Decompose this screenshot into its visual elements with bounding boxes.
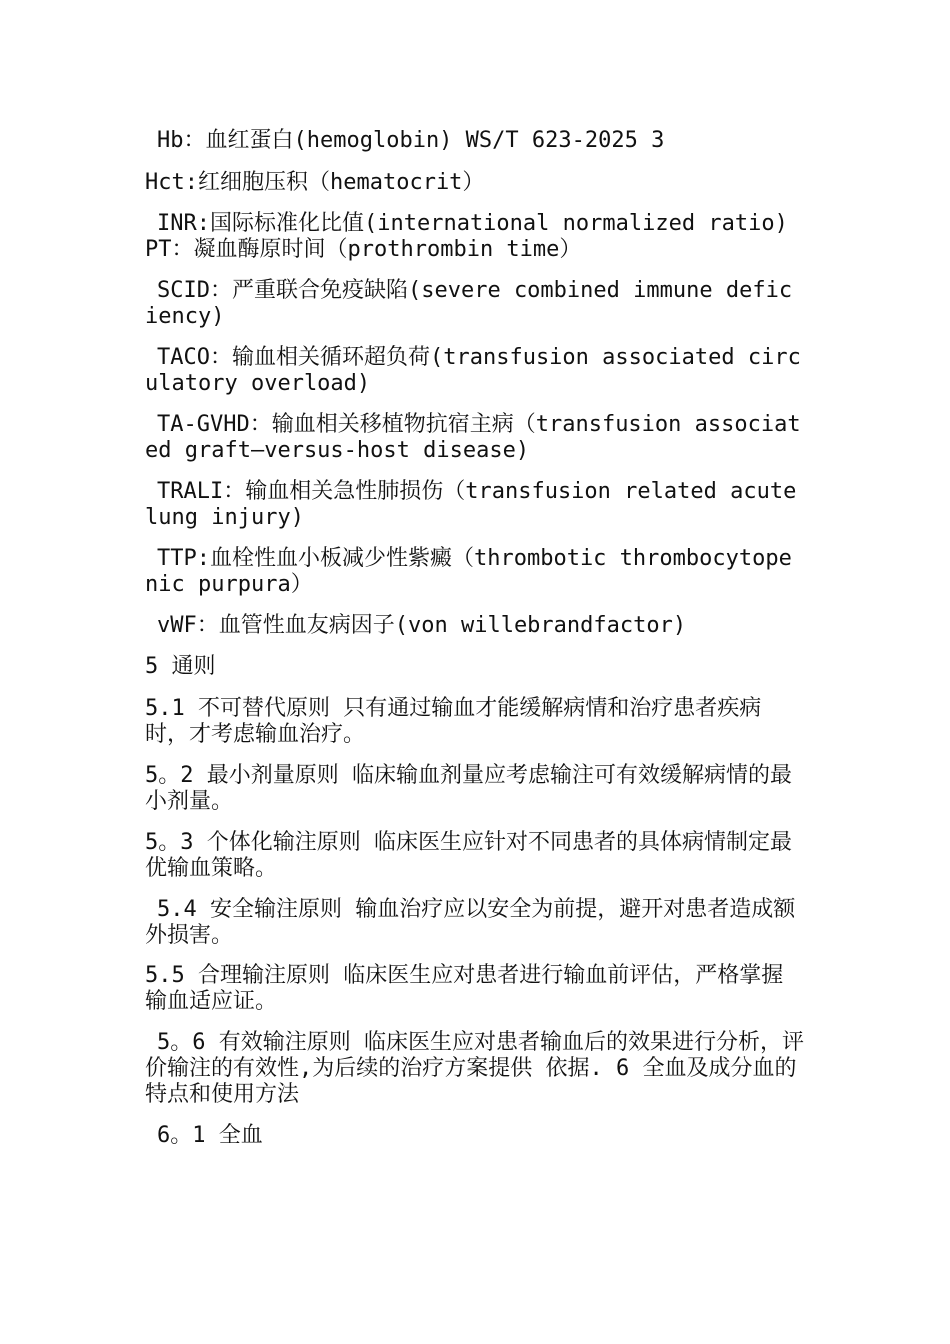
- paragraph-5-5: 5.5 合理输注原则 临床医生应对患者进行输血前评估，严格掌握输血适应证。: [145, 963, 784, 1014]
- paragraph-ta-gvhd: TA-GVHD：输血相关移植物抗宿主病（transfusion associated graft—versus-host disease): [145, 412, 801, 463]
- paragraph-inr-pt: INR:国际标准化比值(international normalized ratio) PT：凝血酶原时间（prothrombin time）: [145, 211, 788, 262]
- paragraph-5-4: 5.4 安全输注原则 输血治疗应以安全为前提，避开对患者造成额外损害。: [145, 897, 796, 948]
- paragraph-5-2: 5。2 最小剂量原则 临床输血剂量应考虑输注可有效缓解病情的最小剂量。: [145, 763, 792, 814]
- section-heading-6-1: 6。1 全血: [157, 1123, 263, 1148]
- paragraph-5-6: 5。6 有效输注原则 临床医生应对患者输血后的效果进行分析，评价输注的有效性,为后续的治疗方案提供 依据. 6 全血及成分血的特点和使用方法: [145, 1030, 804, 1107]
- paragraph-taco: TACO：输血相关循环超负荷(transfusion associated circulatory overload): [145, 345, 801, 396]
- paragraph-hct: Hct:红细胞压积（hematocrit）: [145, 170, 485, 195]
- paragraph-vwf: vWF：血管性血友病因子(von willebrandfactor): [157, 613, 687, 638]
- paragraph-hb: Hb：血红蛋白(hemoglobin) WS/T 623-2025 3: [157, 128, 665, 153]
- paragraph-5-3: 5。3 个体化输注原则 临床医生应针对不同患者的具体病情制定最优输血策略。: [145, 830, 792, 881]
- paragraph-ttp: TTP:血栓性血小板减少性紫癜（thrombotic thrombocytopenic purpura）: [145, 546, 792, 597]
- paragraph-trali: TRALI：输血相关急性肺损伤（transfusion related acute lung injury): [145, 479, 810, 530]
- paragraph-5-1: 5.1 不可替代原则 只有通过输血才能缓解病情和治疗患者疾病时，才考虑输血治疗。: [145, 696, 762, 747]
- section-heading-5: 5 通则: [145, 654, 216, 679]
- paragraph-scid: SCID：严重联合免疫缺陷(severe combined immune deficiency): [145, 278, 793, 329]
